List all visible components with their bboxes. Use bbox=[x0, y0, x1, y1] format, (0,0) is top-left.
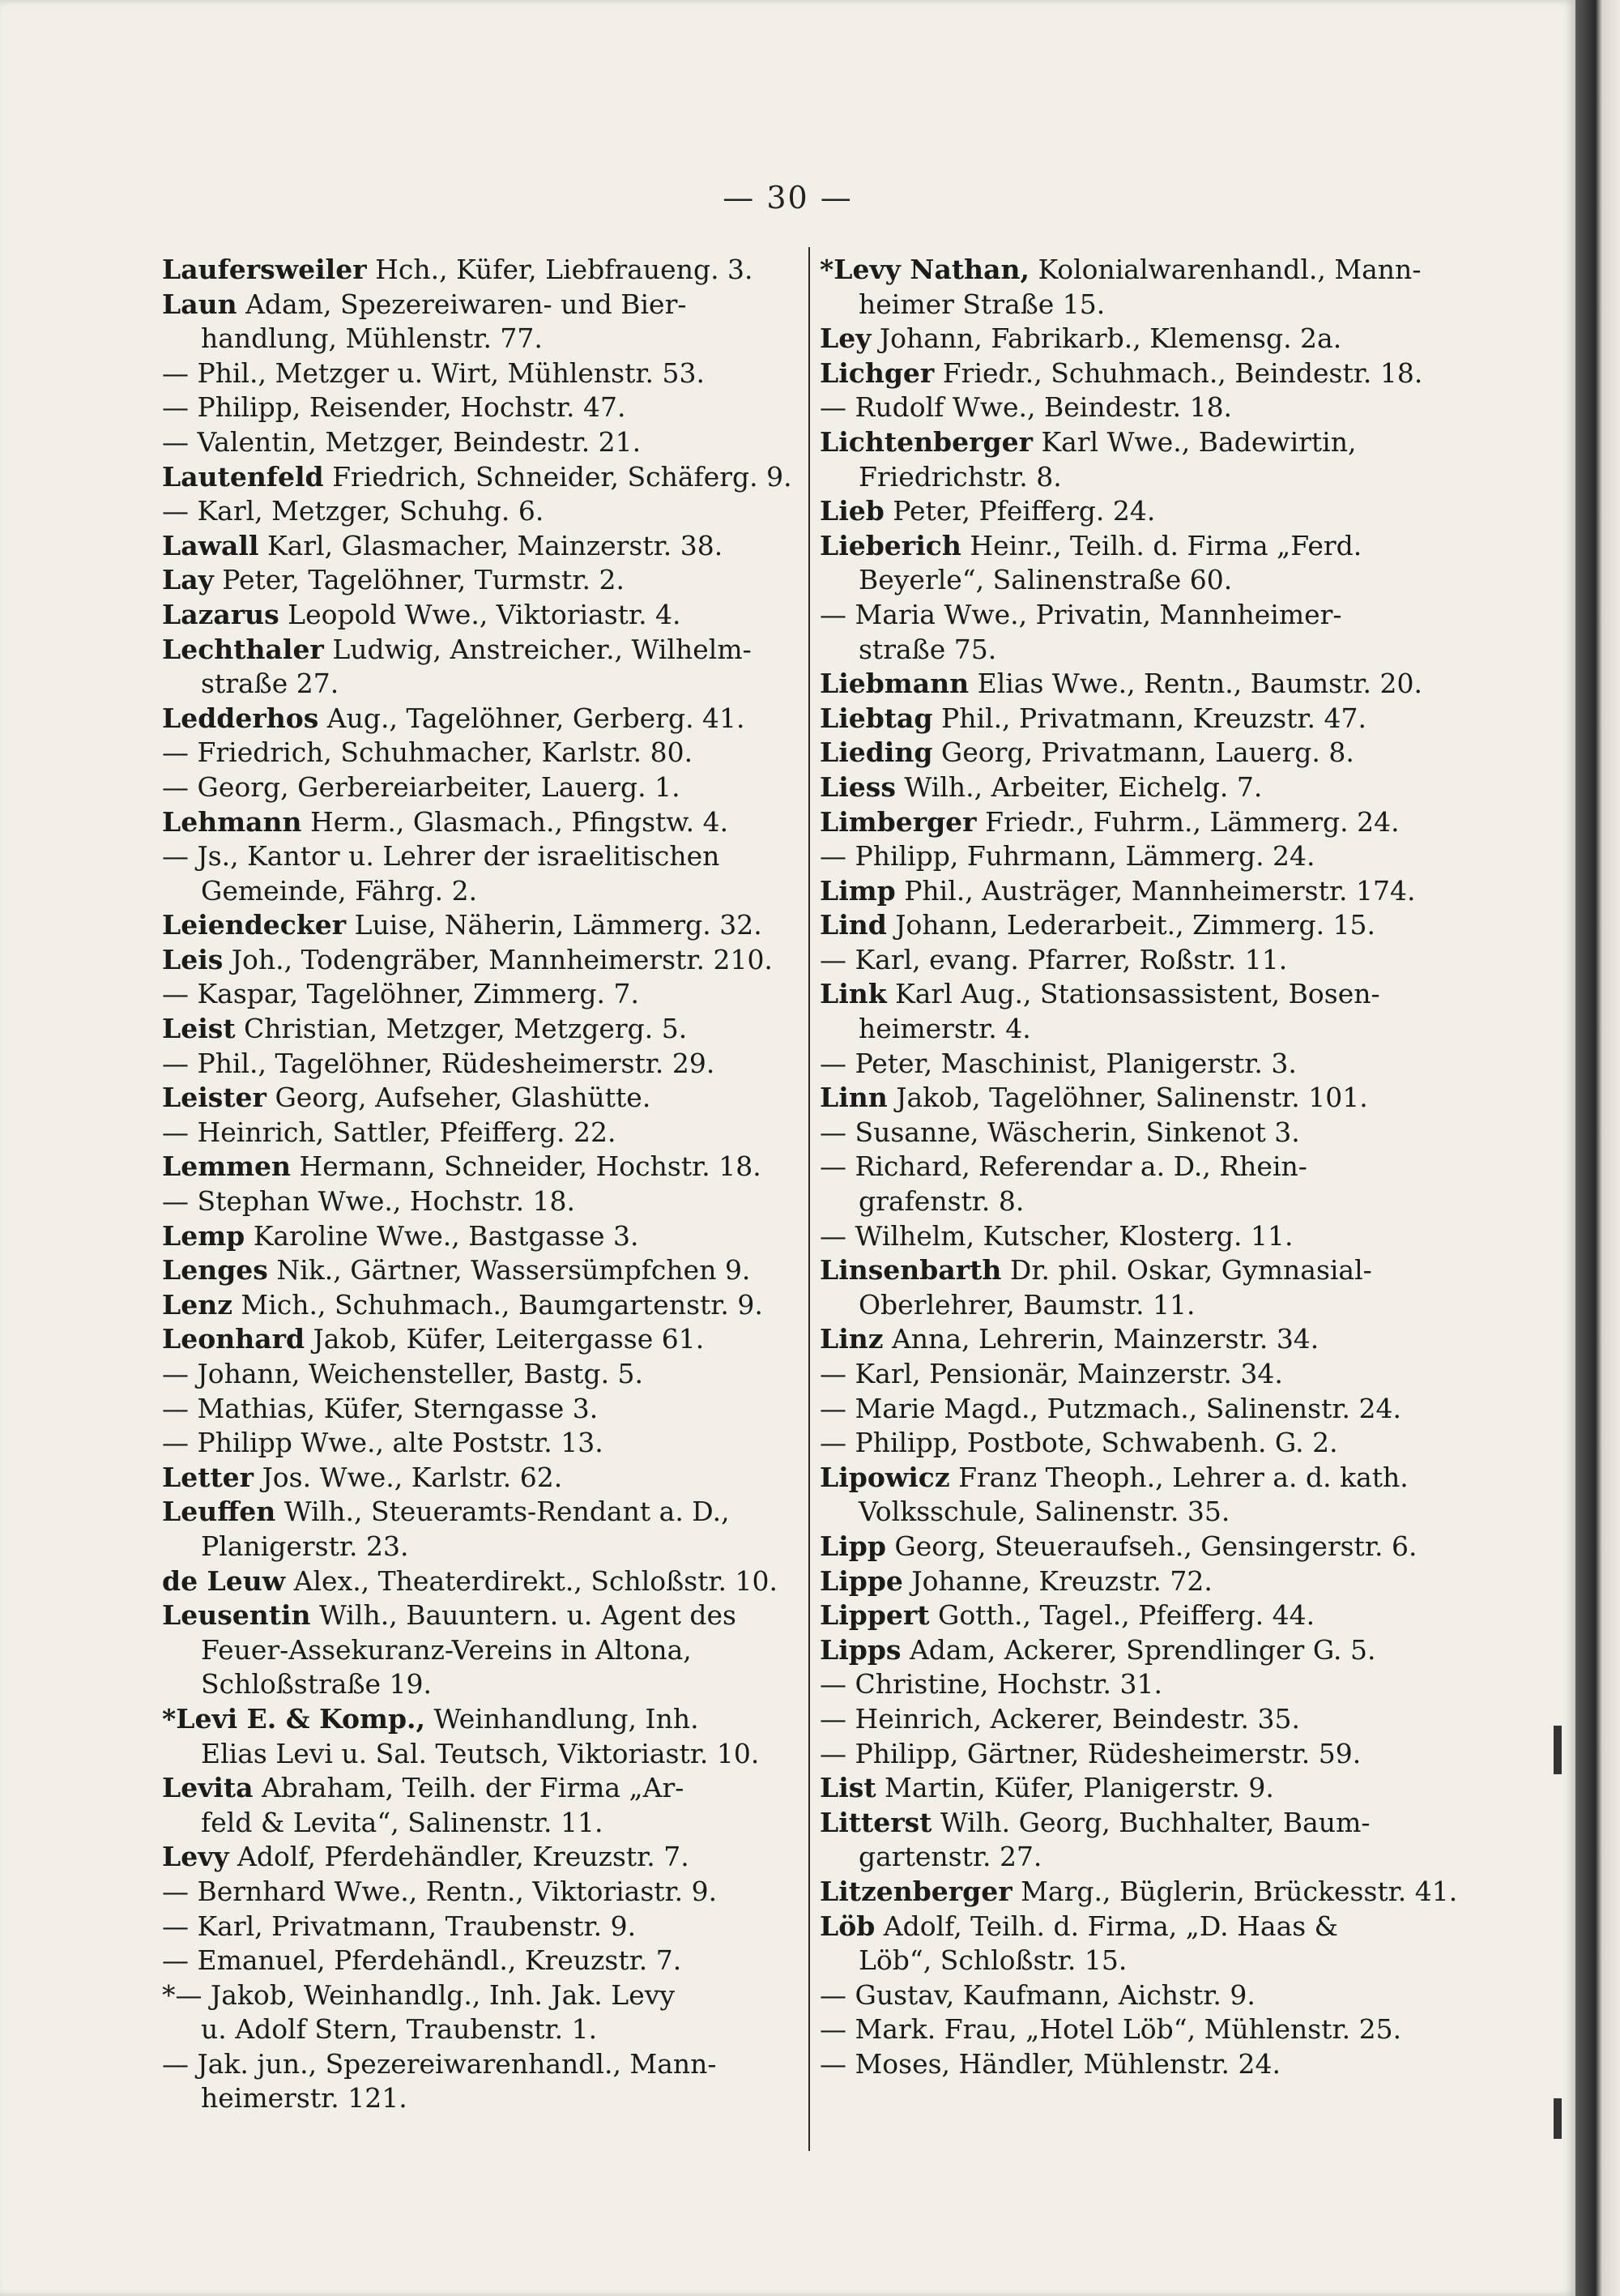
page-number: — 30 — bbox=[723, 180, 853, 216]
directory-entry-line bbox=[820, 736, 1460, 770]
directory-entry-line bbox=[162, 598, 802, 633]
entry-details: Adolf, Teilh. d. Firma, „D. Haas & bbox=[875, 1910, 1339, 1942]
entry-surname: Linsenbarth bbox=[820, 1254, 1002, 1287]
directory-entry-line bbox=[820, 702, 1460, 736]
directory-entry-line bbox=[820, 253, 1460, 288]
entry-details: — Karl, evang. Pfarrer, Roßstr. 11. bbox=[820, 943, 1288, 975]
directory-entry-line bbox=[162, 1495, 802, 1530]
entry-surname: Ledderhos bbox=[162, 702, 319, 734]
entry-details: Jakob, Tagelöhner, Salinenstr. 101. bbox=[887, 1082, 1368, 1114]
entry-surname: Liess bbox=[820, 770, 896, 803]
entry-surname: Lenges bbox=[162, 1254, 268, 1287]
directory-entry-line bbox=[820, 598, 1460, 633]
entry-details: — Rudolf Wwe., Beindestr. 18. bbox=[820, 391, 1233, 424]
entry-details: — Susanne, Wäscherin, Sinkenot 3. bbox=[820, 1116, 1300, 1148]
directory-entry-line bbox=[820, 2047, 1460, 2082]
directory-entry-line bbox=[820, 1047, 1460, 1082]
directory-entry-line bbox=[162, 1116, 802, 1150]
directory-entry-line bbox=[162, 1840, 802, 1875]
directory-entry-line bbox=[820, 1253, 1460, 1288]
entry-surname: Löb bbox=[820, 1910, 876, 1942]
entry-surname: *Levi E. & Komp., bbox=[162, 1702, 426, 1735]
entry-details: — Heinrich, Ackerer, Beindestr. 35. bbox=[820, 1702, 1300, 1735]
entry-surname: Lipps bbox=[820, 1633, 902, 1666]
entry-details: heimerstr. 4. bbox=[859, 1013, 1031, 1045]
entry-details: Kolonialwarenhandl., Mann- bbox=[1029, 254, 1422, 285]
entry-details: — Georg, Gerbereiarbeiter, Lauerg. 1. bbox=[162, 770, 680, 803]
entry-details: heimerstr. 121. bbox=[201, 2082, 407, 2115]
directory-entry-line bbox=[162, 1667, 802, 1702]
entry-details: Karl Aug., Stationsassistent, Bosen- bbox=[886, 978, 1380, 1010]
directory-entry-line bbox=[162, 460, 802, 495]
entry-details: — Heinrich, Sattler, Pfeifferg. 22. bbox=[162, 1116, 616, 1148]
entry-surname: Lichger bbox=[820, 356, 935, 389]
directory-entry-line bbox=[820, 322, 1460, 356]
entry-details: — Philipp Wwe., alte Poststr. 13. bbox=[162, 1427, 603, 1459]
directory-entry-line bbox=[162, 1598, 802, 1633]
entry-details: Elias Levi u. Sal. Teutsch, Viktoriastr. 10. bbox=[201, 1737, 760, 1769]
directory-entry-line bbox=[820, 1012, 1460, 1047]
directory-entry-line bbox=[820, 425, 1460, 460]
entry-details: grafenstr. 8. bbox=[859, 1185, 1025, 1218]
entry-details: — Bernhard Wwe., Rentn., Viktoriastr. 9. bbox=[162, 1875, 718, 1907]
entry-details: Elias Wwe., Rentn., Baumstr. 20. bbox=[969, 668, 1422, 700]
directory-entry-line bbox=[162, 494, 802, 529]
directory-entry-line bbox=[162, 1150, 802, 1184]
directory-entry-line bbox=[820, 1910, 1460, 1944]
entry-surname: Leiendecker bbox=[162, 909, 347, 941]
directory-entry-line bbox=[820, 908, 1460, 943]
entry-details: — Jak. jun., Spezereiwarenhandl., Mann- bbox=[162, 2047, 717, 2080]
entry-details: straße 27. bbox=[201, 668, 339, 700]
entry-surname: Lippert bbox=[820, 1599, 930, 1632]
entry-surname: Leonhard bbox=[162, 1323, 305, 1355]
entry-details: Abraham, Teilh. der Firma „Ar- bbox=[253, 1772, 684, 1804]
margin-mark bbox=[1554, 1726, 1562, 1774]
directory-entry-line bbox=[820, 770, 1460, 805]
entry-details: Friedr., Schuhmach., Beindestr. 18. bbox=[934, 356, 1423, 389]
directory-entry-line bbox=[820, 1564, 1460, 1599]
entry-details: Mich., Schuhmach., Baumgartenstr. 9. bbox=[232, 1288, 763, 1321]
directory-entry-line bbox=[820, 1184, 1460, 1219]
entry-details: Heinr., Teilh. d. Firma „Ferd. bbox=[961, 529, 1362, 561]
entry-details: — Emanuel, Pferdehändl., Kreuzstr. 7. bbox=[162, 1944, 682, 1977]
directory-entry-line bbox=[162, 1288, 802, 1323]
entry-details: Weinhandlung, Inh. bbox=[425, 1702, 699, 1735]
entry-details: Wilh. Georg, Buchhalter, Baum- bbox=[932, 1806, 1371, 1838]
entry-details: Georg, Privatmann, Lauerg. 8. bbox=[932, 736, 1354, 769]
directory-entry-line bbox=[820, 977, 1460, 1012]
book-gutter bbox=[1575, 0, 1620, 2296]
entry-details: Volksschule, Salinenstr. 35. bbox=[859, 1496, 1230, 1528]
directory-entry-line bbox=[820, 839, 1460, 874]
directory-entry-line bbox=[820, 460, 1460, 495]
entry-details: Jakob, Küfer, Leitergasse 61. bbox=[305, 1323, 705, 1355]
entry-surname: Limp bbox=[820, 874, 896, 907]
directory-entry-line bbox=[162, 839, 802, 874]
directory-entry-line bbox=[162, 736, 802, 770]
entry-details: Johann, Lederarbeit., Zimmerg. 15. bbox=[886, 909, 1376, 941]
entry-details: Anna, Lehrerin, Mainzerstr. 34. bbox=[883, 1323, 1319, 1355]
directory-entry-line bbox=[820, 529, 1460, 564]
entry-surname: Ley bbox=[820, 322, 872, 355]
entry-details: Herm., Glasmach., Pfingstw. 4. bbox=[301, 805, 729, 838]
directory-entry-line bbox=[820, 1322, 1460, 1357]
directory-entry-line bbox=[162, 322, 802, 356]
directory-entry-line bbox=[820, 1219, 1460, 1254]
entry-details: — Phil., Tagelöhner, Rüdesheimerstr. 29. bbox=[162, 1047, 715, 1079]
entry-surname: Linz bbox=[820, 1323, 884, 1355]
entry-surname: Leist bbox=[162, 1013, 236, 1045]
entry-details: handlung, Mühlenstr. 77. bbox=[201, 322, 543, 355]
entry-details: Aug., Tagelöhner, Gerberg. 41. bbox=[318, 702, 745, 734]
entry-details: — Karl, Metzger, Schuhg. 6. bbox=[162, 495, 544, 527]
entry-surname: Lehmann bbox=[162, 805, 302, 838]
directory-entry-line bbox=[820, 1495, 1460, 1530]
entry-details: — Stephan Wwe., Hochstr. 18. bbox=[162, 1185, 576, 1218]
directory-entry-line bbox=[820, 1944, 1460, 1978]
directory-entry-line bbox=[162, 1012, 802, 1047]
directory-entry-line bbox=[820, 356, 1460, 391]
entry-details: — Valentin, Metzger, Beindestr. 21. bbox=[162, 425, 642, 458]
entry-surname: Leis bbox=[162, 943, 224, 975]
entry-surname: Lautenfeld bbox=[162, 460, 324, 493]
directory-entry-line bbox=[162, 1806, 802, 1841]
entry-details: Oberlehrer, Baumstr. 11. bbox=[859, 1288, 1196, 1321]
entry-surname: Lieb bbox=[820, 495, 885, 527]
directory-entry-line bbox=[820, 1116, 1460, 1150]
directory-entry-line bbox=[820, 288, 1460, 322]
entry-surname: Lemmen bbox=[162, 1150, 292, 1183]
entry-details: *— Jakob, Weinhandlg., Inh. Jak. Levy bbox=[162, 1978, 676, 2011]
entry-surname: Litzenberger bbox=[820, 1875, 1013, 1907]
entry-surname: Lichtenberger bbox=[820, 425, 1033, 458]
directory-entry-line bbox=[820, 1875, 1460, 1910]
entry-surname: Lippe bbox=[820, 1564, 903, 1597]
entry-surname: Lieding bbox=[820, 736, 933, 769]
directory-entry-line bbox=[162, 874, 802, 909]
margin-mark bbox=[1554, 2098, 1562, 2139]
directory-entry-line bbox=[820, 874, 1460, 909]
entry-surname: Liebtag bbox=[820, 702, 933, 734]
entry-details: — Peter, Maschinist, Planigerstr. 3. bbox=[820, 1047, 1297, 1079]
entry-surname: Leister bbox=[162, 1082, 266, 1114]
left-column bbox=[162, 253, 802, 2116]
entry-details: Johann, Fabrikarb., Klemensg. 2a. bbox=[871, 322, 1342, 355]
directory-entry-line bbox=[820, 1357, 1460, 1392]
entry-details: Karl, Glasmacher, Mainzerstr. 38. bbox=[258, 529, 723, 561]
entry-details: Joh., Todengräber, Mannheimerstr. 210. bbox=[223, 943, 773, 975]
directory-entry-line bbox=[162, 2047, 802, 2082]
directory-entry-line bbox=[162, 1461, 802, 1496]
directory-entry-line bbox=[162, 1875, 802, 1910]
entry-details: Martin, Küfer, Planigerstr. 9. bbox=[876, 1772, 1274, 1804]
entry-surname: Lieberich bbox=[820, 529, 961, 561]
entry-details: Beyerle“, Salinenstraße 60. bbox=[859, 564, 1233, 596]
entry-surname: Linn bbox=[820, 1082, 888, 1114]
entry-details: Georg, Aufseher, Glashütte. bbox=[266, 1082, 651, 1114]
entry-details: — Richard, Referendar a. D., Rhein- bbox=[820, 1150, 1307, 1183]
directory-entry-line bbox=[820, 1598, 1460, 1633]
entry-details: Christian, Metzger, Metzgerg. 5. bbox=[235, 1013, 688, 1045]
entry-details: Friedr., Fuhrm., Lämmerg. 24. bbox=[976, 805, 1400, 838]
entry-details: Wilh., Bauuntern. u. Agent des bbox=[310, 1599, 736, 1632]
entry-details: Gotth., Tagel., Pfeifferg. 44. bbox=[929, 1599, 1315, 1632]
directory-entry-line bbox=[820, 1426, 1460, 1461]
entry-surname: Limberger bbox=[820, 805, 977, 838]
directory-entry-line bbox=[820, 1461, 1460, 1496]
directory-entry-line bbox=[820, 1392, 1460, 1427]
entry-surname: Lemp bbox=[162, 1219, 245, 1252]
directory-entry-line bbox=[162, 1047, 802, 1082]
entry-details: Franz Theoph., Lehrer a. d. kath. bbox=[949, 1461, 1409, 1493]
directory-entry-line bbox=[820, 1737, 1460, 1772]
directory-entry-line bbox=[162, 1564, 802, 1599]
directory-entry-line bbox=[162, 253, 802, 288]
directory-entry-line bbox=[820, 390, 1460, 425]
entry-surname: Lipp bbox=[820, 1530, 886, 1562]
entry-details: Wilh., Arbeiter, Eichelg. 7. bbox=[895, 770, 1263, 803]
entry-details: straße 75. bbox=[859, 633, 997, 665]
directory-entry-line bbox=[162, 770, 802, 805]
entry-surname: Lind bbox=[820, 909, 887, 941]
entry-details: Peter, Tagelöhner, Turmstr. 2. bbox=[213, 564, 625, 596]
entry-surname: Litterst bbox=[820, 1806, 932, 1838]
entry-details: — Gustav, Kaufmann, Aichstr. 9. bbox=[820, 1978, 1256, 2011]
entry-surname: Laufersweiler bbox=[162, 254, 367, 285]
entry-details: Schloßstraße 19. bbox=[201, 1668, 432, 1701]
entry-details: gartenstr. 27. bbox=[859, 1841, 1042, 1873]
entry-surname: Link bbox=[820, 978, 887, 1010]
entry-details: Karl Wwe., Badewirtin, bbox=[1032, 425, 1357, 458]
directory-entry-line bbox=[162, 1392, 802, 1427]
entry-surname: *Levy Nathan, bbox=[820, 254, 1030, 285]
entry-details: — Marie Magd., Putzmach., Salinenstr. 24. bbox=[820, 1392, 1401, 1424]
entry-surname: List bbox=[820, 1772, 876, 1804]
directory-entry-line bbox=[162, 288, 802, 322]
entry-details: Alex., Theaterdirekt., Schloßstr. 10. bbox=[285, 1564, 778, 1597]
directory-entry-line bbox=[820, 667, 1460, 702]
entry-details: Nik., Gärtner, Wassersümpfchen 9. bbox=[267, 1254, 751, 1287]
entry-details: Leopold Wwe., Viktoriastr. 4. bbox=[279, 598, 681, 630]
entry-surname: Levy bbox=[162, 1841, 229, 1873]
entry-details: — Johann, Weichensteller, Bastg. 5. bbox=[162, 1358, 644, 1389]
directory-entry-line bbox=[820, 1978, 1460, 2013]
directory-entry-line bbox=[162, 1737, 802, 1772]
entry-details: Planigerstr. 23. bbox=[201, 1530, 409, 1562]
entry-details: — Philipp, Reisender, Hochstr. 47. bbox=[162, 391, 626, 424]
directory-entry-line bbox=[162, 529, 802, 564]
directory-entry-line bbox=[162, 2081, 802, 2116]
directory-entry-line bbox=[162, 1944, 802, 1978]
directory-entry-line bbox=[162, 805, 802, 840]
directory-entry-line bbox=[820, 1633, 1460, 1668]
entry-details: — Phil., Metzger u. Wirt, Mühlenstr. 53. bbox=[162, 356, 705, 389]
directory-entry-line bbox=[162, 667, 802, 702]
entry-details: — Karl, Pensionär, Mainzerstr. 34. bbox=[820, 1358, 1283, 1389]
directory-entry-line bbox=[162, 2012, 802, 2047]
directory-entry-line bbox=[162, 1322, 802, 1357]
entry-surname: Lipowicz bbox=[820, 1461, 950, 1493]
directory-entry-line bbox=[162, 390, 802, 425]
entry-details: Phil., Austräger, Mannheimerstr. 174. bbox=[895, 874, 1416, 907]
directory-entry-line bbox=[162, 1633, 802, 1668]
directory-entry-line bbox=[162, 633, 802, 668]
entry-details: — Js., Kantor u. Lehrer der israelitischen bbox=[162, 840, 720, 873]
directory-entry-line bbox=[820, 1771, 1460, 1806]
entry-details: Friedrich, Schneider, Schäferg. 9. bbox=[323, 460, 792, 493]
entry-details: feld & Levita“, Salinenstr. 11. bbox=[201, 1806, 603, 1838]
entry-surname: de Leuw bbox=[162, 1564, 286, 1597]
entry-surname: Lawall bbox=[162, 529, 259, 561]
entry-details: — Moses, Händler, Mühlenstr. 24. bbox=[820, 2047, 1281, 2080]
entry-surname: Lazarus bbox=[162, 598, 279, 630]
directory-entry-line bbox=[820, 1806, 1460, 1841]
entry-details: — Philipp, Postbote, Schwabenh. G. 2. bbox=[820, 1427, 1338, 1459]
directory-entry-line bbox=[162, 1978, 802, 2013]
directory-entry-line bbox=[162, 1530, 802, 1564]
entry-surname: Levita bbox=[162, 1772, 254, 1804]
directory-entry-line bbox=[162, 1702, 802, 1737]
directory-entry-line bbox=[162, 702, 802, 736]
entry-details: heimer Straße 15. bbox=[859, 288, 1106, 320]
directory-entry-line bbox=[820, 494, 1460, 529]
directory-entry-line bbox=[820, 1530, 1460, 1564]
entry-details: Phil., Privatmann, Kreuzstr. 47. bbox=[932, 702, 1367, 734]
entry-details: Jos. Wwe., Karlstr. 62. bbox=[254, 1461, 563, 1493]
entry-details: Friedrichstr. 8. bbox=[859, 460, 1062, 493]
entry-details: — Mathias, Küfer, Sterngasse 3. bbox=[162, 1392, 599, 1424]
directory-entry-line bbox=[820, 1702, 1460, 1737]
entry-details: u. Adolf Stern, Traubenstr. 1. bbox=[201, 2013, 598, 2046]
entry-details: Gemeinde, Fährg. 2. bbox=[201, 874, 478, 907]
entry-surname: Leusentin bbox=[162, 1599, 311, 1632]
entry-surname: Lechthaler bbox=[162, 633, 324, 665]
entry-details: — Christine, Hochstr. 31. bbox=[820, 1668, 1163, 1701]
entry-details: — Philipp, Fuhrmann, Lämmerg. 24. bbox=[820, 840, 1315, 873]
directory-entry-line bbox=[162, 1426, 802, 1461]
column-divider bbox=[808, 247, 810, 2151]
entry-details: Karoline Wwe., Bastgasse 3. bbox=[245, 1219, 639, 1252]
entry-details: Adolf, Pferdehändler, Kreuzstr. 7. bbox=[228, 1841, 689, 1873]
directory-entry-line bbox=[162, 1253, 802, 1288]
directory-entry-line bbox=[162, 1357, 802, 1392]
directory-entry-line bbox=[820, 1840, 1460, 1875]
entry-details: Hermann, Schneider, Hochstr. 18. bbox=[291, 1150, 761, 1183]
entry-details: Adam, Spezereiwaren- und Bier- bbox=[237, 288, 687, 320]
directory-entry-line bbox=[820, 943, 1460, 978]
entry-details: Ludwig, Anstreicher., Wilhelm- bbox=[323, 633, 752, 665]
directory-entry-line bbox=[162, 908, 802, 943]
entry-details: Peter, Pfeifferg. 24. bbox=[884, 495, 1156, 527]
entry-details: — Friedrich, Schuhmacher, Karlstr. 80. bbox=[162, 736, 693, 769]
entry-details: Löb“, Schloßstr. 15. bbox=[859, 1944, 1128, 1977]
directory-entry-line bbox=[162, 1081, 802, 1116]
entry-surname: Lenz bbox=[162, 1288, 232, 1321]
entry-details: Marg., Büglerin, Brückesstr. 41. bbox=[1012, 1875, 1458, 1907]
directory-entry-line bbox=[820, 1081, 1460, 1116]
directory-entry-line bbox=[162, 943, 802, 978]
directory-entry-line bbox=[820, 805, 1460, 840]
directory-entry-line bbox=[820, 1288, 1460, 1323]
entry-details: Adam, Ackerer, Sprendlinger G. 5. bbox=[901, 1633, 1376, 1666]
entry-details: Hch., Küfer, Liebfraueng. 3. bbox=[366, 254, 753, 285]
entry-details: Feuer-Assekuranz-Vereins in Altona, bbox=[201, 1633, 692, 1666]
entry-details: — Mark. Frau, „Hotel Löb“, Mühlenstr. 25. bbox=[820, 2013, 1402, 2046]
entry-details: — Maria Wwe., Privatin, Mannheimer- bbox=[820, 598, 1342, 630]
entry-details: — Wilhelm, Kutscher, Klosterg. 11. bbox=[820, 1219, 1294, 1252]
directory-entry-line bbox=[162, 425, 802, 460]
entry-details: — Karl, Privatmann, Traubenstr. 9. bbox=[162, 1910, 637, 1942]
entry-details: — Philipp, Gärtner, Rüdesheimerstr. 59. bbox=[820, 1737, 1362, 1769]
entry-surname: Liebmann bbox=[820, 668, 970, 700]
entry-details: — Kaspar, Tagelöhner, Zimmerg. 7. bbox=[162, 978, 640, 1010]
directory-entry-line bbox=[162, 1184, 802, 1219]
right-column bbox=[820, 253, 1460, 2081]
entry-details: Georg, Steueraufseh., Gensingerstr. 6. bbox=[885, 1530, 1418, 1562]
directory-entry-line bbox=[162, 356, 802, 391]
directory-entry-line bbox=[820, 633, 1460, 668]
directory-entry-line bbox=[820, 2012, 1460, 2047]
directory-entry-line bbox=[820, 1667, 1460, 1702]
directory-entry-line bbox=[820, 563, 1460, 598]
directory-entry-line bbox=[162, 1219, 802, 1254]
entry-surname: Lay bbox=[162, 564, 214, 596]
directory-entry-line bbox=[162, 1910, 802, 1944]
entry-details: Dr. phil. Oskar, Gymnasial- bbox=[1001, 1254, 1372, 1287]
directory-entry-line bbox=[162, 977, 802, 1012]
entry-details: Johanne, Kreuzstr. 72. bbox=[902, 1564, 1213, 1597]
directory-entry-line bbox=[162, 1771, 802, 1806]
entry-details: Luise, Näherin, Lämmerg. 32. bbox=[346, 909, 762, 941]
entry-surname: Leuffen bbox=[162, 1496, 276, 1528]
directory-entry-line bbox=[162, 563, 802, 598]
entry-details: Wilh., Steueramts-Rendant a. D., bbox=[275, 1496, 730, 1528]
entry-surname: Laun bbox=[162, 288, 237, 320]
entry-surname: Letter bbox=[162, 1461, 254, 1493]
directory-entry-line bbox=[820, 1150, 1460, 1184]
